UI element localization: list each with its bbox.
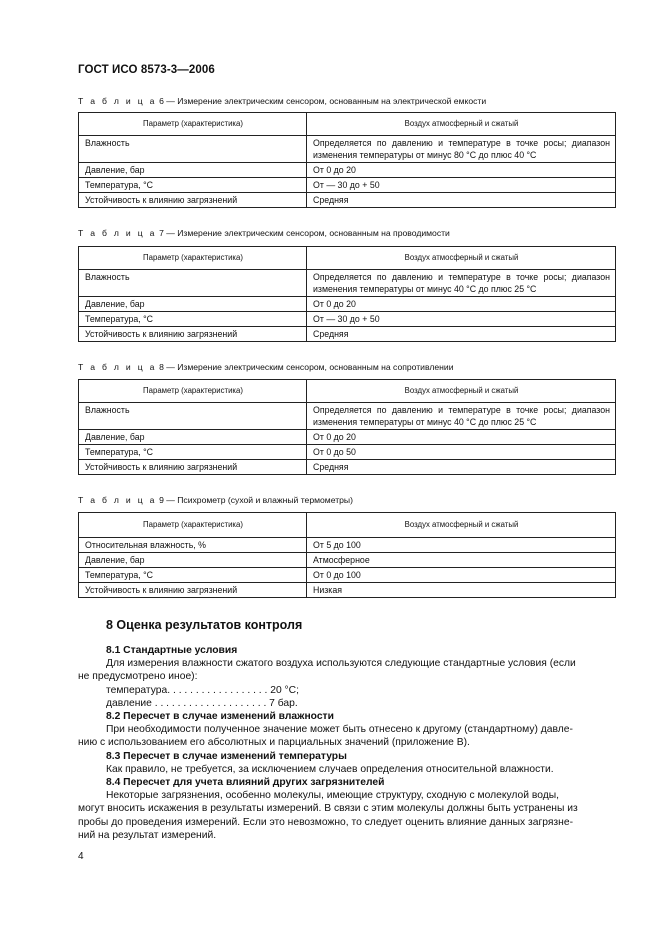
cell-parameter: Давление, бар xyxy=(79,163,307,178)
table-row xyxy=(79,312,616,327)
table-6-caption xyxy=(78,96,486,106)
subsection-8-1-title: 8.1 Стандартные условия xyxy=(106,645,238,656)
cell-parameter: Температура, °С xyxy=(79,178,307,193)
cell-parameter: Устойчивость к влиянию загрязнений xyxy=(79,327,307,342)
caption-word: Т а б л и ц а xyxy=(78,228,157,238)
cell-parameter: Устойчивость к влиянию загрязнений xyxy=(79,460,307,475)
cell-value: Средняя xyxy=(307,460,616,475)
table-header-row xyxy=(79,380,616,403)
table-7 xyxy=(78,246,616,342)
table-6 xyxy=(78,112,616,208)
col-header-air: Воздух атмосферный и сжатый xyxy=(307,113,616,136)
cell-parameter: Устойчивость к влиянию загрязнений xyxy=(79,193,307,208)
cell-value: От 0 до 20 xyxy=(307,297,616,312)
table-row xyxy=(79,568,616,583)
cell-parameter: Влажность xyxy=(79,136,307,163)
page-number: 4 xyxy=(78,851,84,862)
cell-parameter: Температура, °С xyxy=(79,445,307,460)
table-row xyxy=(79,327,616,342)
col-header-parameter: Параметр (характеристика) xyxy=(79,380,307,403)
cell-value: От — 30 до + 50 xyxy=(307,312,616,327)
cell-value: От 5 до 100 xyxy=(307,538,616,553)
table-9 xyxy=(78,512,616,598)
cell-parameter: Устойчивость к влиянию загрязнений xyxy=(79,583,307,598)
table-row xyxy=(79,430,616,445)
cell-parameter: Влажность xyxy=(79,270,307,297)
paragraph-8-4-cont: ний на результат измерений. xyxy=(78,829,217,841)
condition-pressure: давление . . . . . . . . . . . . . . . . . . . . 7 бар. xyxy=(106,697,298,709)
table-header-row xyxy=(79,113,616,136)
cell-value: Атмосферное xyxy=(307,553,616,568)
col-header-parameter: Параметр (характеристика) xyxy=(79,513,307,538)
table-header-row xyxy=(79,247,616,270)
table-row xyxy=(79,538,616,553)
table-row xyxy=(79,163,616,178)
paragraph-8-1: Для измерения влажности сжатого воздуха используются следующие стандартные условия (если xyxy=(106,658,576,670)
cell-value: Средняя xyxy=(307,327,616,342)
col-header-parameter: Параметр (характеристика) xyxy=(79,247,307,270)
caption-word: Т а б л и ц а xyxy=(78,362,157,372)
paragraph-8-2-cont: нию с использованием его абсолютных и парциальных значений (приложение В). xyxy=(78,737,470,749)
col-header-air: Воздух атмосферный и сжатый xyxy=(307,513,616,538)
document-header: ГОСТ ИСО 8573-3—2006 xyxy=(78,64,215,76)
caption-word: Т а б л и ц а xyxy=(78,96,157,106)
caption-word: Т а б л и ц а xyxy=(78,495,157,505)
cell-parameter: Давление, бар xyxy=(79,553,307,568)
col-header-parameter: Параметр (характеристика) xyxy=(79,113,307,136)
condition-temperature: температура. . . . . . . . . . . . . . . . . . 20 °С; xyxy=(106,684,299,696)
cell-value: От 0 до 20 xyxy=(307,163,616,178)
table-8-caption xyxy=(78,362,454,372)
caption-text: 6 — Измерение электрическим сенсором, основанным на электрической емкости xyxy=(156,96,487,106)
col-header-air: Воздух атмосферный и сжатый xyxy=(307,247,616,270)
table-row xyxy=(79,553,616,568)
subsection-8-3-title: 8.3 Пересчет в случае изменений температуры xyxy=(106,750,347,762)
table-row xyxy=(79,193,616,208)
table-row xyxy=(79,403,616,430)
subsection-8-4-title: 8.4 Пересчет для учета влияний других загрязнителей xyxy=(106,777,385,789)
paragraph-8-1-cont: не предусмотрено иное): xyxy=(78,671,198,683)
cell-value: Определяется по давлению и температуре в точке росы; диапазон изменения температуры от минус 80 °С до плюс 40 °С xyxy=(307,136,616,163)
cell-value: От — 30 до + 50 xyxy=(307,178,616,193)
cell-parameter: Давление, бар xyxy=(79,430,307,445)
table-7-caption xyxy=(78,228,450,238)
cell-parameter: Давление, бар xyxy=(79,297,307,312)
paragraph-8-2: При необходимости полученное значение может быть отнесено к другому (стандартному) давле- xyxy=(106,724,573,736)
caption-text: 8 — Измерение электрическим сенсором, основанным на сопротивлении xyxy=(156,362,454,372)
subsection-8-2-title: 8.2 Пересчет в случае изменений влажности xyxy=(106,711,334,723)
cell-parameter: Относительная влажность, % xyxy=(79,538,307,553)
cell-value: От 0 до 20 xyxy=(307,430,616,445)
table-row xyxy=(79,460,616,475)
cell-parameter: Температура, °С xyxy=(79,568,307,583)
cell-value: Определяется по давлению и температуре в точке росы; диапазон изменения температуры от минус 40 °С до плюс 25 °С xyxy=(307,270,616,297)
table-row xyxy=(79,270,616,297)
paragraph-8-3: Как правило, не требуется, за исключением случаев определения относительной влажности. xyxy=(106,763,554,775)
cell-value: Определяется по давлению и температуре в точке росы; диапазон изменения температуры от минус 40 °С до плюс 25 °С xyxy=(307,403,616,430)
table-header-row xyxy=(79,513,616,538)
table-row xyxy=(79,136,616,163)
caption-text: 7 — Измерение электрическим сенсором, основанным на проводимости xyxy=(156,228,450,238)
paragraph-8-4-cont: могут вносить искажения в результаты измерений. В связи с этим молекулы должны быть устранены из xyxy=(78,803,578,815)
section-body xyxy=(78,644,615,842)
cell-value: Средняя xyxy=(307,193,616,208)
cell-value: От 0 до 100 xyxy=(307,568,616,583)
table-row xyxy=(79,178,616,193)
paragraph-8-4-cont: пробы до проведения измерений. Если это невозможно, то следует оценить влияние данных загрязне- xyxy=(78,816,573,828)
cell-value: Низкая xyxy=(307,583,616,598)
table-9-caption xyxy=(78,495,353,505)
cell-value: От 0 до 50 xyxy=(307,445,616,460)
cell-parameter: Температура, °С xyxy=(79,312,307,327)
table-row xyxy=(79,583,616,598)
table-row xyxy=(79,297,616,312)
paragraph-8-4: Некоторые загрязнения, особенно молекулы, имеющие структуру, сходную с молекулой воды, xyxy=(106,790,559,802)
caption-text: 9 — Психрометр (сухой и влажный термометры) xyxy=(156,495,353,505)
col-header-air: Воздух атмосферный и сжатый xyxy=(307,380,616,403)
table-8 xyxy=(78,379,616,475)
section-title: 8 Оценка результатов контроля xyxy=(106,618,303,632)
cell-parameter: Влажность xyxy=(79,403,307,430)
table-row xyxy=(79,445,616,460)
